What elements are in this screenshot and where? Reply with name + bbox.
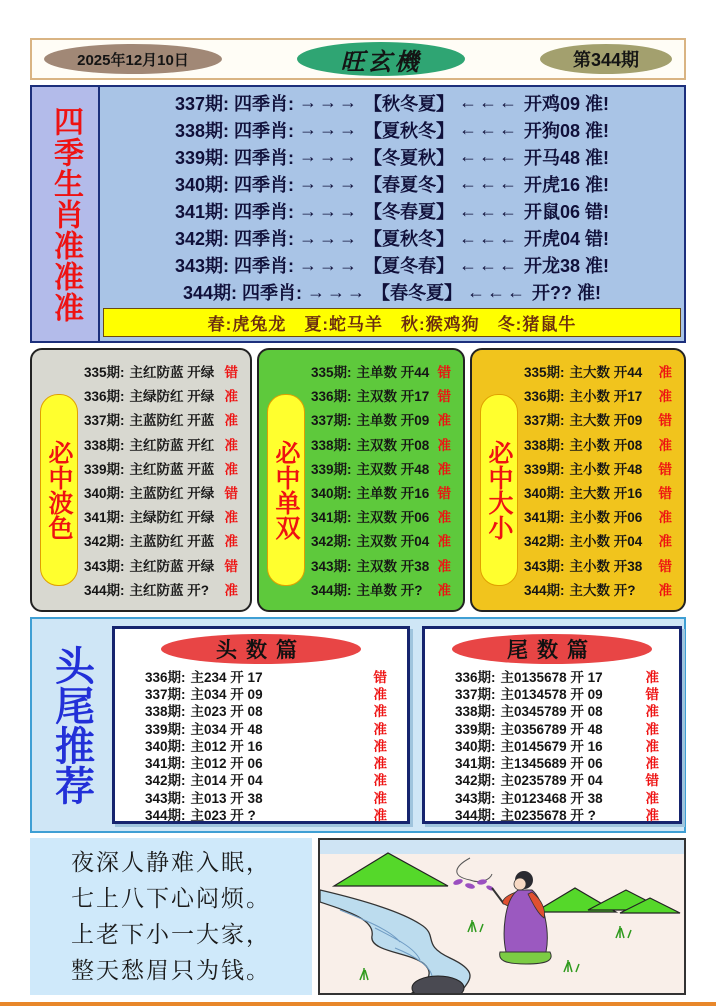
poem-box: [30, 838, 312, 995]
row-status: 准: [645, 808, 659, 824]
row-text: 主023 开 08: [190, 704, 263, 720]
row-text: 主034 开 48: [190, 721, 263, 737]
season-row-pick: 【冬春夏】: [364, 202, 454, 223]
row-text: 主红防蓝 开红: [129, 437, 215, 453]
row-status: 准: [373, 721, 387, 737]
row-status: 准: [224, 461, 238, 477]
row-status: 错: [437, 365, 451, 381]
row-text: 主红防蓝 开?: [129, 582, 210, 598]
poem-line: 上老下小一大家，: [71, 921, 271, 947]
row-status: 错: [437, 389, 451, 405]
arrows-left-icon: ←←←: [459, 227, 519, 248]
row-text: 主大数 开44: [569, 365, 643, 381]
season-row: [100, 225, 684, 251]
row-text: 主小数 开08: [569, 437, 643, 453]
poem-text: [71, 845, 271, 989]
row-text: 主012 开 06: [190, 756, 263, 772]
season-row-result: 开虎04 错!: [524, 229, 610, 250]
row-issue: 335期:: [84, 365, 125, 381]
issue-number: 第344期: [572, 50, 640, 70]
season-row-pick: 【冬夏秋】: [364, 147, 454, 168]
row-text: 主小数 开17: [569, 389, 643, 405]
row-text: 主红防蓝 开蓝: [129, 461, 215, 477]
season-rows: [100, 87, 684, 308]
row-text: 主014 开 04: [190, 773, 263, 789]
head-tail-side-banner: [32, 619, 112, 831]
tail-number-row: [425, 788, 679, 805]
row-status: 准: [373, 808, 387, 824]
season-row-issue: 341期:: [174, 202, 229, 223]
row-text: 主013 开 38: [190, 790, 263, 806]
row-issue: 343期:: [455, 790, 496, 806]
head-number-row: [115, 719, 407, 736]
season-row-pick: 【夏秋冬】: [364, 120, 454, 141]
tail-numbers-panel: [422, 626, 682, 824]
row-status: 准: [437, 534, 451, 550]
arrows-left-icon: ←←←: [459, 119, 519, 140]
season-row-category: 四季肖:: [234, 229, 294, 250]
season-row-result: 开龙38 准!: [524, 256, 610, 277]
arrows-right-icon: →→→: [299, 119, 359, 140]
date-badge: [44, 44, 222, 74]
panel-odd-even-capsule: [267, 394, 305, 586]
season-row-pick: 【秋冬夏】: [364, 93, 454, 114]
row-text: 主1345689 开 06: [500, 756, 603, 772]
row-status: 准: [224, 437, 238, 453]
row-text: 主0145679 开 16: [500, 738, 603, 754]
row-issue: 343期:: [524, 558, 565, 574]
season-row-result: 开?? 准!: [532, 283, 602, 304]
arrows-right-icon: →→→: [299, 173, 359, 194]
row-issue: 339期:: [145, 721, 186, 737]
tail-numbers-rows: [425, 667, 679, 823]
poem-line: 七上八下心闷烦。: [71, 885, 271, 911]
figure-face: [514, 878, 526, 890]
row-text: 主大数 开16: [569, 486, 643, 502]
arrows-left-icon: ←←←: [459, 173, 519, 194]
tail-number-row: [425, 753, 679, 770]
season-row-category: 四季肖:: [234, 202, 294, 223]
row-issue: 341期:: [524, 510, 565, 526]
tail-number-row: [425, 771, 679, 788]
row-status: 准: [658, 437, 672, 453]
row-status: 准: [645, 790, 659, 806]
row-status: 准: [224, 413, 238, 429]
season-row-category: 四季肖:: [234, 174, 294, 195]
row-status: 准: [373, 686, 387, 702]
season-row: [100, 90, 684, 116]
row-issue: 344期:: [311, 582, 352, 598]
sky: [320, 840, 684, 854]
prediction-row: [32, 359, 250, 383]
row-text: 主012 开 16: [190, 738, 263, 754]
row-status: 准: [224, 582, 238, 598]
row-status: 准: [645, 721, 659, 737]
season-row-issue: 344期:: [182, 283, 238, 304]
row-text: 主单数 开09: [356, 413, 430, 429]
row-status: 准: [658, 534, 672, 550]
panel-odd-even-label: 必中单双: [272, 440, 300, 540]
row-issue: 343期:: [84, 558, 125, 574]
row-issue: 341期:: [84, 510, 125, 526]
row-status: 错: [224, 365, 238, 381]
row-issue: 336期:: [84, 389, 125, 405]
row-status: 错: [658, 486, 672, 502]
row-status: 准: [645, 704, 659, 720]
row-issue: 337期:: [311, 413, 352, 429]
season-row-pick: 【春夏冬】: [364, 174, 454, 195]
row-text: 主蓝防红 开蓝: [129, 413, 215, 429]
row-issue: 339期:: [524, 461, 565, 477]
head-number-row: [115, 753, 407, 770]
row-issue: 340期:: [145, 738, 186, 754]
row-issue: 337期:: [145, 686, 186, 702]
season-row-issue: 338期:: [174, 120, 229, 141]
arrows-right-icon: →→→: [299, 200, 359, 221]
row-issue: 343期:: [311, 558, 352, 574]
row-text: 主0345789 开 08: [500, 704, 603, 720]
row-issue: 339期:: [311, 461, 352, 477]
head-number-row: [115, 771, 407, 788]
season-row: [100, 117, 684, 143]
page-bottom-rule: [0, 1002, 716, 1006]
row-issue: 337期:: [84, 413, 125, 429]
panel-wave-color-capsule: [40, 394, 78, 586]
row-issue: 342期:: [524, 534, 565, 550]
season-side-label: 四季生肖准准准: [49, 105, 82, 323]
arrows-right-icon: →→→: [307, 281, 368, 302]
row-text: 主小数 开48: [569, 461, 643, 477]
row-text: 主小数 开06: [569, 510, 643, 526]
row-issue: 338期:: [455, 704, 496, 720]
season-row-issue: 339期:: [174, 147, 229, 168]
row-status: 准: [373, 790, 387, 806]
row-text: 主双数 开06: [356, 510, 430, 526]
row-issue: 339期:: [455, 721, 496, 737]
arrows-right-icon: →→→: [299, 227, 359, 248]
row-issue: 342期:: [84, 534, 125, 550]
season-row-result: 开鼠06 错!: [524, 202, 610, 223]
row-status: 准: [373, 704, 387, 720]
season-row: [100, 171, 684, 197]
row-status: 准: [437, 437, 451, 453]
publication-title-badge: [297, 42, 465, 76]
row-status: 准: [437, 510, 451, 526]
row-issue: 344期:: [145, 808, 186, 824]
row-text: 主双数 开04: [356, 534, 430, 550]
row-text: 主红防蓝 开绿: [129, 365, 215, 381]
row-text: 主034 开 09: [190, 686, 263, 702]
panel-big-small-label: 必中大小: [485, 440, 513, 540]
season-row-issue: 337期:: [174, 93, 229, 114]
row-text: 主小数 开04: [569, 534, 643, 550]
row-text: 主0356789 开 48: [500, 721, 603, 737]
head-number-row: [115, 702, 407, 719]
row-text: 主蓝防红 开绿: [129, 486, 215, 502]
row-status: 准: [658, 510, 672, 526]
row-status: 错: [224, 558, 238, 574]
tail-number-row: [425, 719, 679, 736]
season-row-issue: 342期:: [174, 229, 229, 250]
row-issue: 342期:: [455, 773, 496, 789]
tail-number-row: [425, 667, 679, 684]
row-text: 主0123468 开 38: [500, 790, 603, 806]
row-issue: 336期:: [524, 389, 565, 405]
row-status: 准: [373, 773, 387, 789]
row-text: 主大数 开?: [569, 582, 636, 598]
head-tail-side-label: 头尾推荐: [49, 645, 94, 805]
row-status: 准: [437, 413, 451, 429]
head-numbers-panel: [112, 626, 410, 824]
row-text: 主0135678 开 17: [500, 669, 603, 685]
tail-number-row: [425, 684, 679, 701]
row-issue: 338期:: [84, 437, 125, 453]
row-issue: 338期:: [524, 437, 565, 453]
row-status: 准: [437, 582, 451, 598]
season-row-pick: 【夏冬春】: [364, 256, 454, 277]
season-row-issue: 343期:: [174, 256, 229, 277]
arrows-right-icon: →→→: [299, 254, 359, 275]
season-row-result: 开虎16 准!: [524, 174, 610, 195]
arrows-left-icon: ←←←: [459, 254, 519, 275]
row-issue: 341期:: [145, 756, 186, 772]
head-number-row: [115, 667, 407, 684]
row-issue: 340期:: [311, 486, 352, 502]
row-text: 主红防蓝 开绿: [129, 558, 215, 574]
header-bar: [30, 38, 686, 80]
row-status: 错: [224, 486, 238, 502]
row-text: 主绿防红 开绿: [129, 510, 215, 526]
arrows-left-icon: ←←←: [467, 281, 528, 302]
row-text: 主双数 开38: [356, 558, 430, 574]
row-text: 主0134578 开 09: [500, 686, 603, 702]
tail-numbers-title: 尾数篇: [507, 639, 597, 662]
prediction-row: [259, 359, 463, 383]
row-status: 错: [658, 558, 672, 574]
row-issue: 341期:: [311, 510, 352, 526]
season-row-result: 开鸡09 准!: [524, 93, 610, 114]
season-row-result: 开马48 准!: [524, 147, 610, 168]
season-row-result: 开狗08 准!: [524, 120, 610, 141]
row-status: 错: [645, 773, 659, 789]
row-issue: 336期:: [455, 669, 496, 685]
row-issue: 336期:: [311, 389, 352, 405]
tail-number-row: [425, 702, 679, 719]
row-text: 主单数 开?: [356, 582, 423, 598]
row-issue: 342期:: [145, 773, 186, 789]
panel-big-small: [470, 348, 686, 612]
row-status: 准: [658, 389, 672, 405]
tail-number-row: [425, 805, 679, 822]
row-text: 主大数 开09: [569, 413, 643, 429]
row-status: 准: [645, 738, 659, 754]
row-issue: 338期:: [145, 704, 186, 720]
season-row-issue: 340期:: [174, 174, 229, 195]
row-issue: 340期:: [524, 486, 565, 502]
row-text: 主234 开 17: [190, 669, 263, 685]
date-text: 2025年12月10日: [77, 51, 189, 69]
season-side-banner: [32, 87, 100, 341]
row-status: 错: [373, 669, 387, 685]
season-main-area: [100, 87, 684, 341]
tail-numbers-title-badge: [452, 634, 652, 664]
figure-skirt: [500, 952, 552, 964]
publication-title: 旺玄機: [340, 49, 422, 76]
season-row-category: 四季肖:: [234, 256, 294, 277]
panel-wave-color-label: 必中波色: [45, 440, 73, 540]
row-issue: 341期:: [455, 756, 496, 772]
row-status: 准: [224, 389, 238, 405]
row-text: 主小数 开38: [569, 558, 643, 574]
season-row: [100, 198, 684, 224]
row-text: 主双数 开17: [356, 389, 430, 405]
row-issue: 343期:: [145, 790, 186, 806]
row-text: 主蓝防红 开蓝: [129, 534, 215, 550]
row-text: 主单数 开44: [356, 365, 430, 381]
season-row-pick: 【春冬夏】: [372, 283, 463, 304]
row-status: 准: [373, 738, 387, 754]
row-status: 错: [658, 461, 672, 477]
head-numbers-title: 头数篇: [216, 639, 306, 662]
head-numbers-title-badge: [161, 634, 361, 664]
row-text: 主绿防红 开绿: [129, 389, 215, 405]
row-issue: 335期:: [311, 365, 352, 381]
row-status: 准: [645, 756, 659, 772]
row-status: 错: [645, 686, 659, 702]
row-status: 准: [373, 756, 387, 772]
row-issue: 340期:: [455, 738, 496, 754]
row-status: 准: [224, 534, 238, 550]
head-number-row: [115, 684, 407, 701]
row-issue: 337期:: [524, 413, 565, 429]
row-text: 主023 开 ?: [190, 808, 256, 824]
poem-line: 夜深人静难入眠，: [71, 849, 271, 875]
scene-illustration: [320, 840, 684, 993]
arrows-left-icon: ←←←: [459, 200, 519, 221]
season-legend-text: 春:虎兔龙 夏:蛇马羊 秋:猴鸡狗 冬:猪鼠牛: [207, 315, 577, 334]
row-issue: 339期:: [84, 461, 125, 477]
row-issue: 342期:: [311, 534, 352, 550]
row-text: 主双数 开08: [356, 437, 430, 453]
panel-odd-even: [257, 348, 465, 612]
arrows-left-icon: ←←←: [459, 92, 519, 113]
prediction-row: [472, 359, 684, 383]
arrows-right-icon: →→→: [299, 146, 359, 167]
season-row-category: 四季肖:: [234, 120, 294, 141]
row-status: 错: [658, 413, 672, 429]
row-status: 错: [437, 486, 451, 502]
poem-line: 整天愁眉只为钱。: [71, 957, 271, 983]
issue-number-badge: [540, 44, 672, 74]
row-status: 准: [645, 669, 659, 685]
season-row: [100, 144, 684, 170]
head-number-row: [115, 805, 407, 822]
row-issue: 338期:: [311, 437, 352, 453]
row-issue: 335期:: [524, 365, 565, 381]
row-issue: 336期:: [145, 669, 186, 685]
row-status: 准: [658, 365, 672, 381]
head-number-row: [115, 736, 407, 753]
row-text: 主0235789 开 04: [500, 773, 603, 789]
illustration-box: [318, 838, 686, 995]
panel-wave-color: [30, 348, 252, 612]
season-row: [100, 252, 684, 278]
row-status: 准: [437, 558, 451, 574]
season-row-category: 四季肖:: [234, 147, 294, 168]
row-status: 准: [224, 510, 238, 526]
head-tail-section: [30, 617, 686, 833]
row-status: 准: [437, 461, 451, 477]
row-issue: 344期:: [84, 582, 125, 598]
row-text: 主0235678 开 ?: [500, 808, 596, 824]
season-legend-bar: [103, 308, 681, 337]
season-row-category: 四季肖:: [242, 283, 303, 304]
panel-big-small-capsule: [480, 394, 518, 586]
row-status: 准: [658, 582, 672, 598]
row-issue: 340期:: [84, 486, 125, 502]
head-number-row: [115, 788, 407, 805]
tail-number-row: [425, 736, 679, 753]
head-numbers-rows: [115, 667, 407, 823]
row-text: 主单数 开16: [356, 486, 430, 502]
season-row-category: 四季肖:: [234, 93, 294, 114]
arrows-left-icon: ←←←: [459, 146, 519, 167]
row-issue: 344期:: [455, 808, 496, 824]
season-row: [100, 279, 684, 305]
row-issue: 344期:: [524, 582, 565, 598]
row-text: 主双数 开48: [356, 461, 430, 477]
arrows-right-icon: →→→: [299, 92, 359, 113]
row-issue: 337期:: [455, 686, 496, 702]
season-row-pick: 【夏秋冬】: [364, 229, 454, 250]
season-zodiac-section: [30, 85, 686, 343]
